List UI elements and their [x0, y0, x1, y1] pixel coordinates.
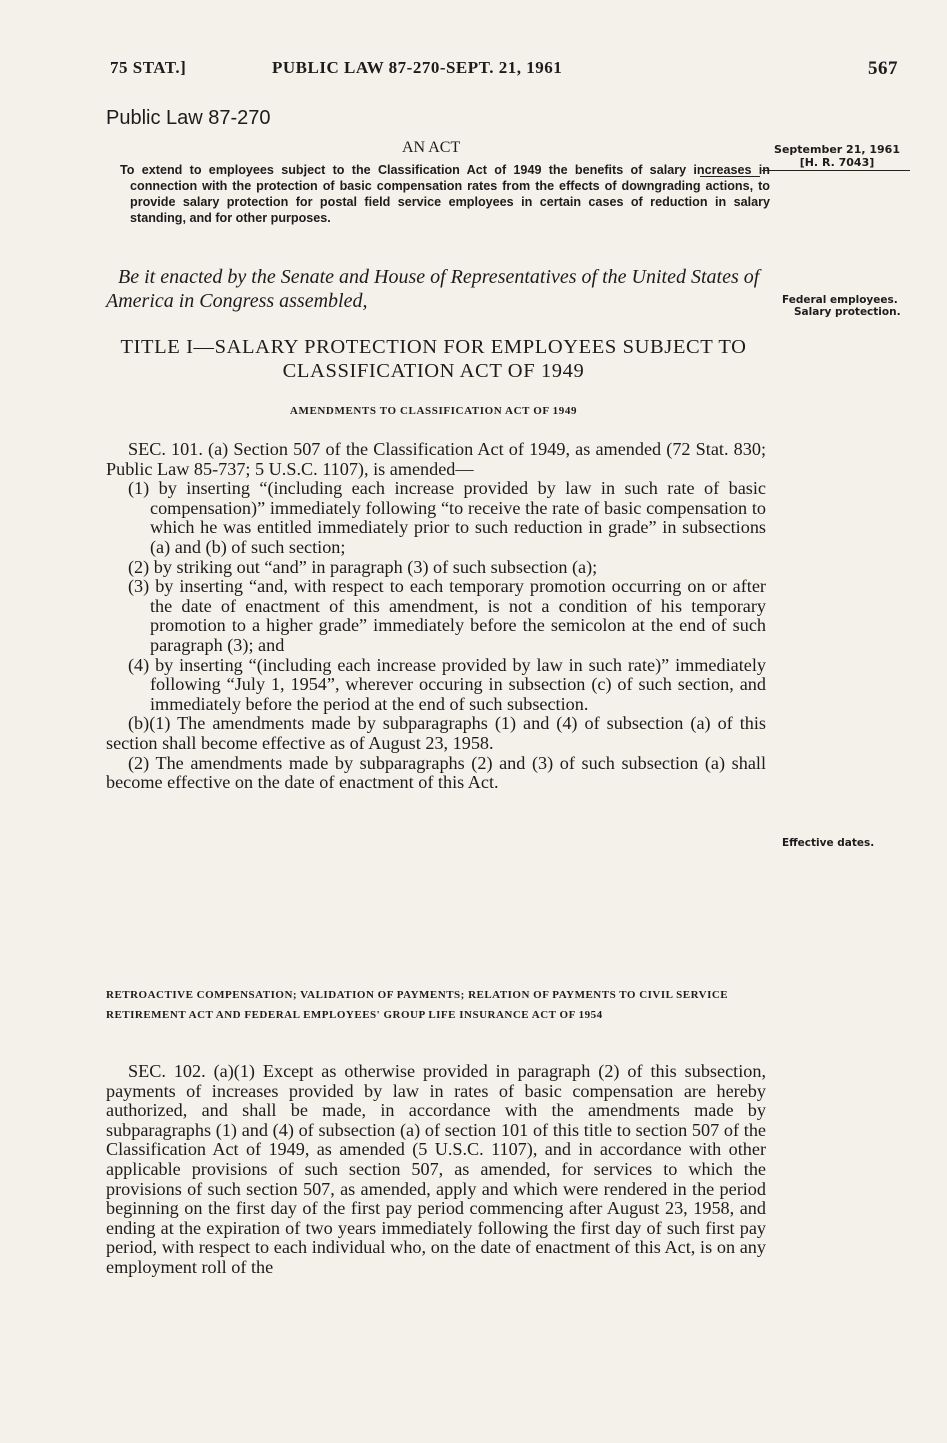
purpose-rule [700, 176, 760, 177]
sec102-label: SEC. 102. [128, 1061, 206, 1081]
sec101-lead-text: (a) Section 507 of the Classification Act of 1949, as amended (72 Stat. 830; Public Law 85-737; 5 U.S.C. 1107), is amended— [106, 439, 766, 479]
date-margin-note [766, 143, 908, 169]
section-102 [106, 1062, 766, 1278]
public-law-label: Public Law 87-270 [106, 107, 271, 129]
sec101-item-2: (2) by striking out “and” in paragraph (3) of such subsection (a); [128, 556, 598, 577]
enactment-date: September 21, 1961 [774, 143, 900, 156]
header-volume: 75 STAT.] [110, 58, 187, 77]
subheading-amendments: AMENDMENTS TO CLASSIFICATION ACT OF 1949 [289, 405, 578, 417]
sec102-body: (a)(1) Except as otherwise provided in paragraph (2) of this subsection, payments of increases provided by law in rates of basic compensation are hereby authorized, and shall be made, in accordance with the amendments made by subparagraphs (1) and (4) of subsection (a) of section 101 of this title to section 507 of the Classification Act of 1949, as amended (5 U.S.C. 1107), and in accordance with other applicable provisions of such section 507, as amended, for services to which the provisions of such section 507, as amended, apply and which were rendered in the period beginning on the first day of the first pay period commencing after August 23, 1958, and ending at the expiration of two years immediately following the first day of such first pay period, with respect to each individual who, on the date of enactment of this Act, is on any employment roll of the [106, 1061, 766, 1277]
margin-note-effective-dates: Effective dates. [782, 837, 875, 849]
sec101-b2: (2) The amendments made by subparagraphs (2) and (3) of such subsection (a) shall become effective on the date of enactment of this Act. [106, 752, 766, 793]
sec102-text [106, 1062, 766, 1278]
margin-note-salary: Salary protection. [794, 306, 901, 318]
date-rule [762, 170, 910, 171]
sec101-b1: (b)(1) The amendments made by subparagraphs (1) and (4) of subsection (a) of this section shall become effective as of August 23, 1958. [106, 713, 766, 753]
title-heading: TITLE I—SALARY PROTECTION FOR EMPLOYEES SUBJECT TO CLASSIFICATION ACT OF 1949 [120, 336, 747, 382]
bill-number: [H. R. 7043] [799, 156, 875, 169]
an-act-heading: AN ACT [402, 139, 461, 156]
margin-note-federal: Federal employees. [782, 294, 898, 306]
enacting-clause: Be it enacted by the Senate and House of Representatives of the United States of America in Congress assembled, [106, 266, 760, 312]
sec101-item-4: (4) by inserting “(including each increase provided by law in such rate)” immediately following “July 1, 1954”, wherever occuring in subsection (c) of such section, and immediately before the period at the end of such subsection. [128, 654, 766, 714]
sec101-item-3: (3) by inserting “and, with respect to each temporary promotion occurring on or after the date of enactment of this amendment, is not a condition of his temporary promotion to a higher grade” immediately before the semicolon at the end of such paragraph (3); and [128, 576, 766, 655]
page-number: 567 [868, 58, 898, 79]
purpose-paragraph: To extend to employees subject to the Classification Act of 1949 the benefits of salary increases in connection with the protection of basic compensation rates from the effects of downgrading actions, to provide salary protection for postal field service employees in certain cases of reduction in salary standing, and for other purposes. [120, 163, 770, 225]
margin-note-federal-employees [782, 294, 912, 318]
sec101-lead [106, 440, 766, 479]
section-101 [106, 440, 766, 793]
subheading-retroactive: RETROACTIVE COMPENSATION; VALIDATION OF PAYMENTS; RELATION OF PAYMENTS TO CIVIL SERVICE RETIREMENT ACT AND FEDERAL EMPLOYEES' GROUP LIFE INSURANCE ACT OF 1954 [106, 989, 729, 1021]
sec101-item-1: (1) by inserting “(including each increase provided by law in such rate of basic compensation)” immediately following “to receive the rate of basic compensation to which he was entitled immediately prior to such reduction in grade” in subsections (a) and (b) of such section; [128, 478, 766, 557]
header-running-title: PUBLIC LAW 87-270-SEPT. 21, 1961 [272, 58, 563, 77]
sec101-label: SEC. 101. [128, 439, 203, 459]
